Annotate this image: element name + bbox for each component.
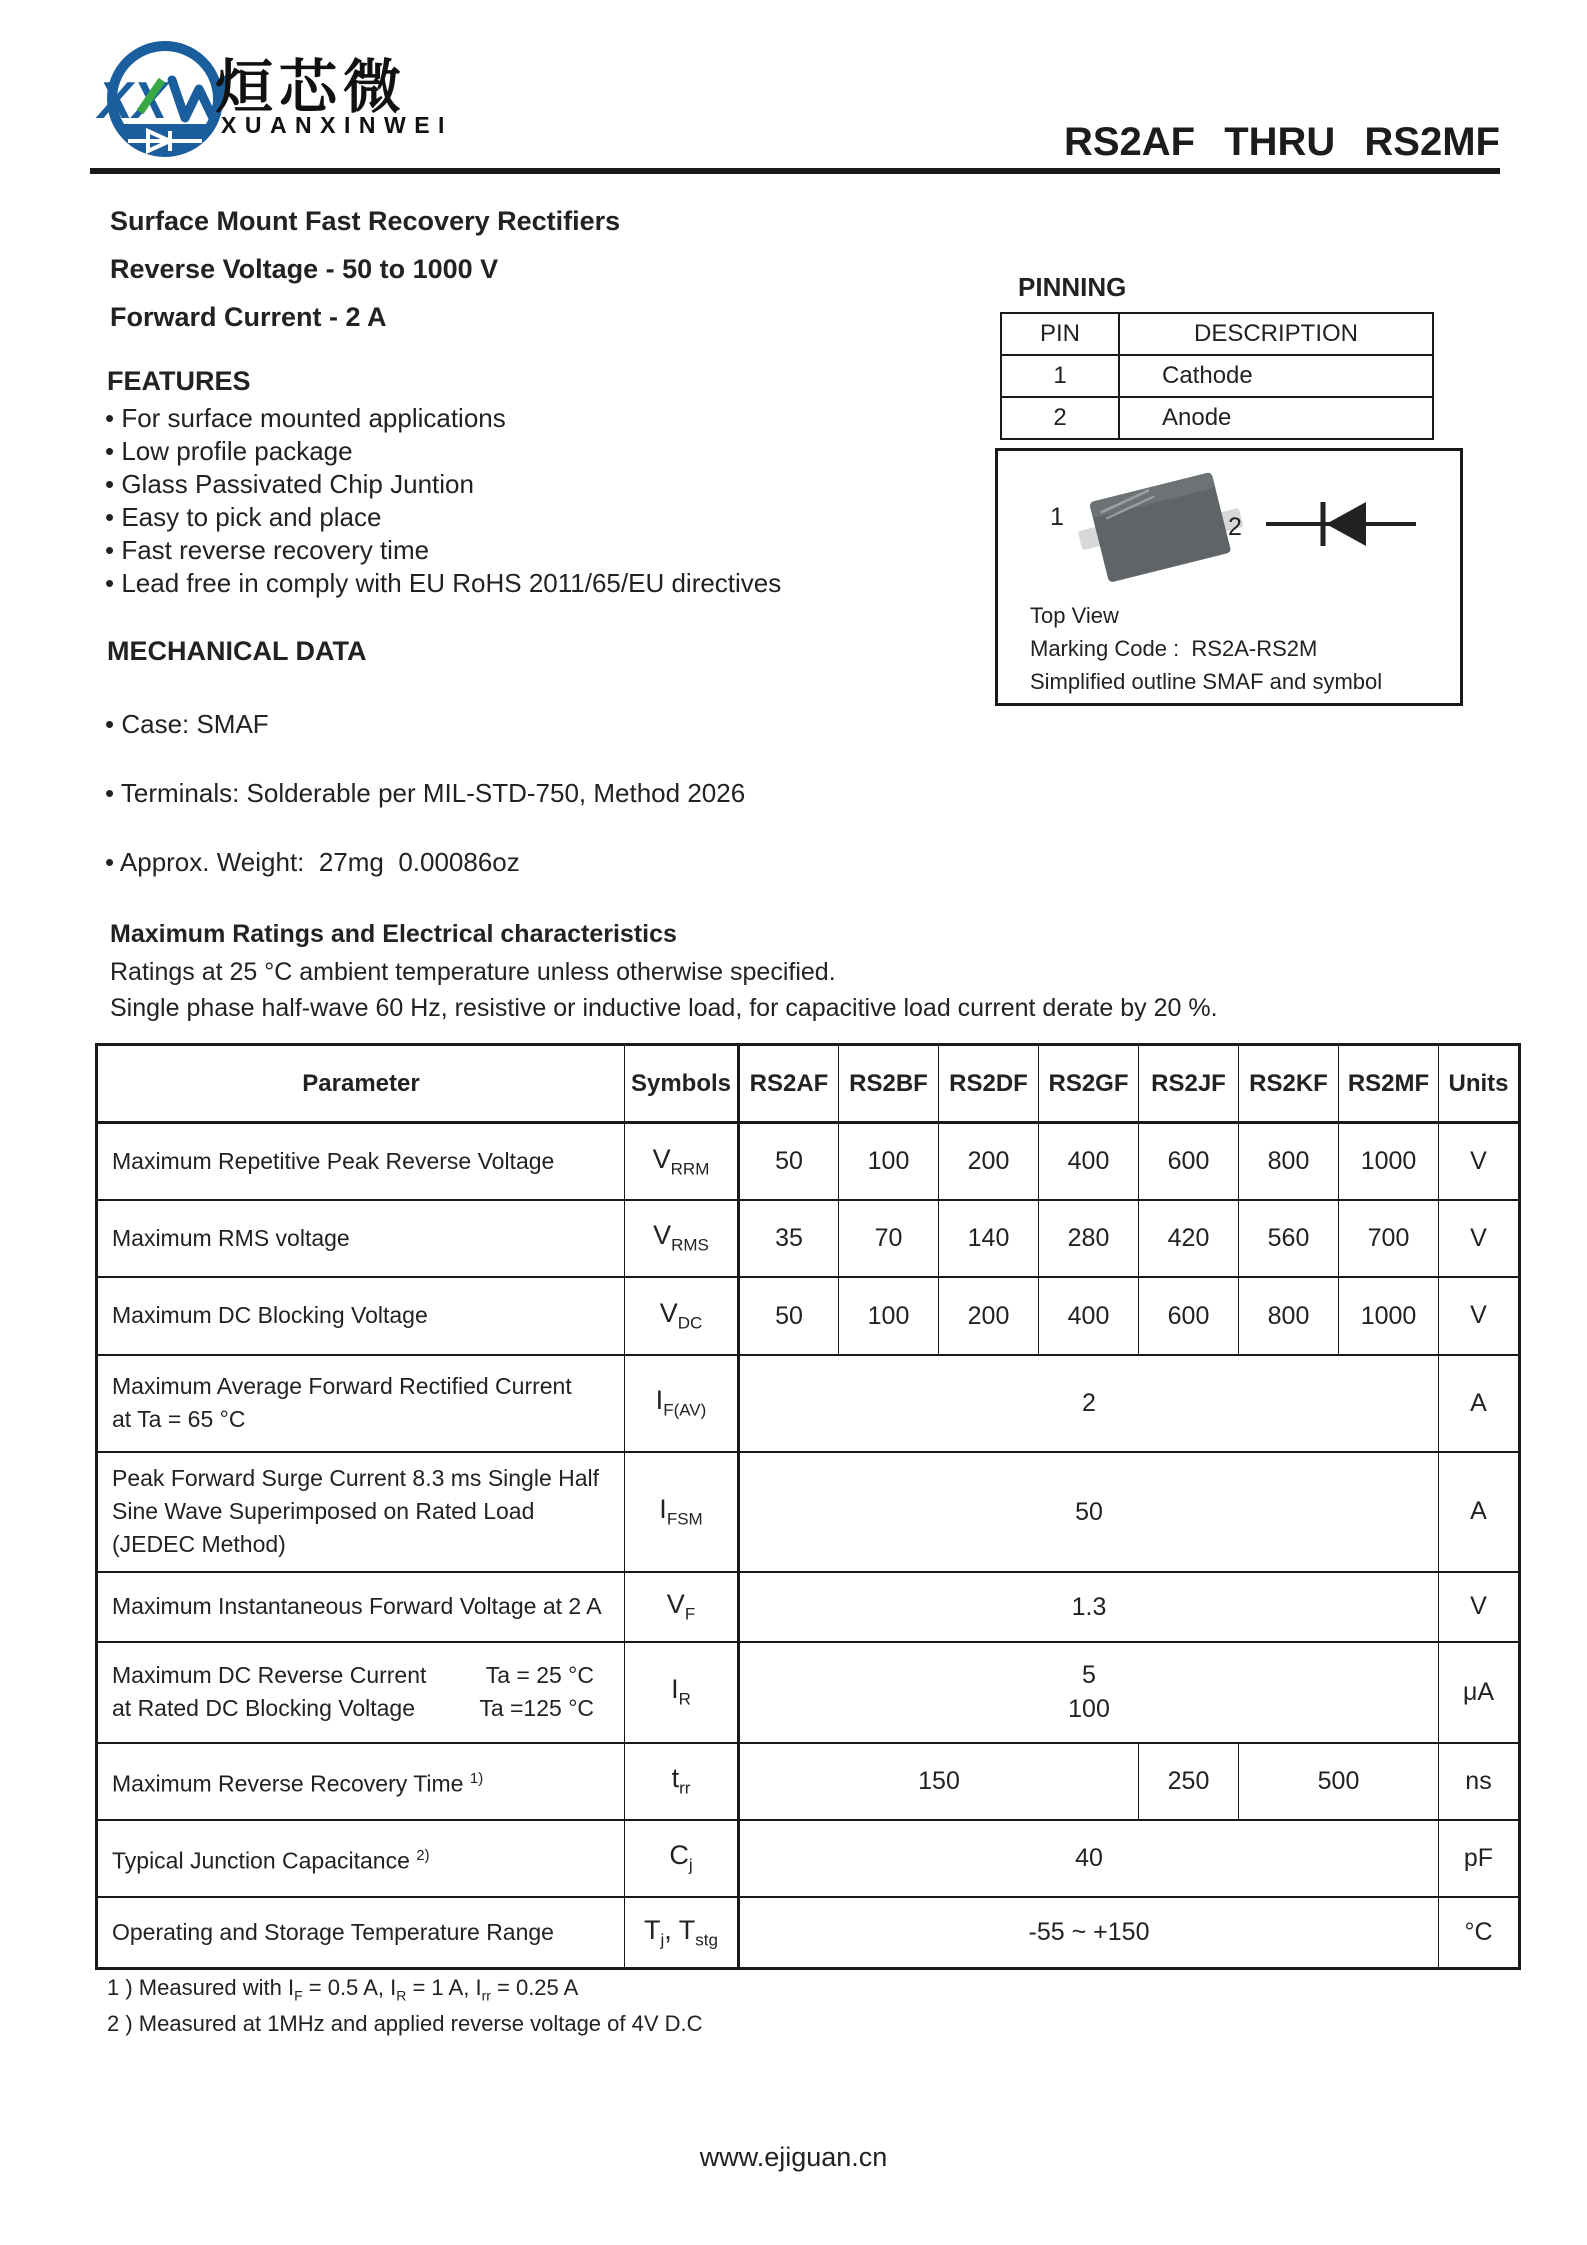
- value-cell: 200: [939, 1123, 1039, 1200]
- column-header: RS2DF: [939, 1045, 1039, 1123]
- unit-cell: pF: [1439, 1820, 1520, 1897]
- unit-cell: V: [1439, 1277, 1520, 1355]
- symbol-cell: $I_{F(AV)}$: [625, 1355, 739, 1452]
- value-cell: 70: [839, 1200, 939, 1277]
- column-header: Symbols: [625, 1045, 739, 1123]
- param-cell: Maximum Average Forward Rectified Current at Ta = 65 °C: [97, 1355, 625, 1452]
- table-row: [97, 1572, 1520, 1642]
- pin-cell: 1: [1001, 355, 1119, 397]
- table-row: [97, 1820, 1520, 1897]
- value-cell: 1000: [1339, 1123, 1439, 1200]
- feature-item: • Lead free in comply with EU RoHS 2011/65/EU directives: [105, 568, 782, 598]
- value-cell: 400: [1039, 1277, 1139, 1355]
- pin-header-cell: DESCRIPTION: [1119, 313, 1433, 355]
- pin2-label: 2: [1228, 513, 1242, 541]
- mechanical-heading: MECHANICAL DATA: [107, 636, 367, 666]
- value-cell: 100: [839, 1123, 939, 1200]
- value-cell: 200: [939, 1277, 1039, 1355]
- desc-cell: Anode: [1119, 397, 1433, 439]
- value-cell: 800: [1239, 1277, 1339, 1355]
- column-header: RS2KF: [1239, 1045, 1339, 1123]
- unit-cell: V: [1439, 1200, 1520, 1277]
- param-cell: Maximum Instantaneous Forward Voltage at 2 A: [97, 1572, 625, 1642]
- mechanical-list: [105, 672, 745, 915]
- value-cell: 280: [1039, 1200, 1139, 1277]
- mechanical-item: • Approx. Weight: 27mg 0.00086oz: [105, 847, 520, 877]
- features-list: [105, 402, 781, 600]
- value-cell: 1000: [1339, 1277, 1439, 1355]
- unit-cell: A: [1439, 1452, 1520, 1572]
- symbol-cell: $t_{rr}$: [625, 1743, 739, 1820]
- value-cell: 150: [739, 1743, 1139, 1820]
- param-cell: Maximum Repetitive Peak Reverse Voltage: [97, 1123, 625, 1200]
- column-header: RS2MF: [1339, 1045, 1439, 1123]
- value-cell: 600: [1139, 1277, 1239, 1355]
- pinning-heading: PINNING: [1018, 272, 1127, 302]
- value-cell: 500: [1239, 1743, 1439, 1820]
- value-cell: 50: [739, 1123, 839, 1200]
- value-cell: 420: [1139, 1200, 1239, 1277]
- column-header: Parameter: [97, 1045, 625, 1123]
- footer-url: www.ejiguan.cn: [699, 2142, 888, 2172]
- feature-item: • Fast reverse recovery time: [105, 535, 430, 565]
- unit-cell: V: [1439, 1572, 1520, 1642]
- ratings-table: [95, 1043, 1521, 1970]
- value-cell: 5 100: [739, 1642, 1439, 1743]
- unit-cell: °C: [1439, 1897, 1520, 1969]
- company-name-en: XUANXINWEI: [221, 112, 453, 138]
- value-cell: 40: [739, 1820, 1439, 1897]
- value-cell: 400: [1039, 1123, 1139, 1200]
- column-header: Units: [1439, 1045, 1520, 1123]
- table-row: [97, 1200, 1520, 1277]
- value-cell: 250: [1139, 1743, 1239, 1820]
- unit-cell: μA: [1439, 1642, 1520, 1743]
- features-heading: FEATURES: [107, 366, 251, 396]
- pin-header-cell: PIN: [1001, 313, 1119, 355]
- package-drawing: [1070, 459, 1250, 594]
- symbol-cell: $I_{FSM}$: [625, 1452, 739, 1572]
- symbol-cell: $V_{DC}$: [625, 1277, 739, 1355]
- table-row: [97, 1355, 1520, 1452]
- desc-cell: Cathode: [1119, 355, 1433, 397]
- svg-text:XX: XX: [98, 72, 168, 130]
- footnote: 2 ) Measured at 1MHz and applied reverse voltage of 4V D.C: [107, 2011, 703, 2036]
- unit-cell: ns: [1439, 1743, 1520, 1820]
- ratings-note: Ratings at 25 °C ambient temperature unless otherwise specified.: [110, 958, 836, 986]
- symbol-cell: $C_j$: [625, 1820, 739, 1897]
- pin-table: [1000, 312, 1434, 440]
- param-cell: Operating and Storage Temperature Range: [97, 1897, 625, 1969]
- product-summary-line: Surface Mount Fast Recovery Rectifiers: [110, 206, 621, 236]
- pin1-label: 1: [1050, 503, 1064, 531]
- symbol-cell: $V_F$: [625, 1572, 739, 1642]
- mechanical-item: • Terminals: Solderable per MIL-STD-750, Method 2026: [105, 778, 746, 808]
- value-cell: 100: [839, 1277, 939, 1355]
- table-row: [97, 1897, 1520, 1969]
- outline-caption: Simplified outline SMAF and symbol: [1030, 669, 1383, 694]
- symbol-cell: $V_{RMS}$: [625, 1200, 739, 1277]
- value-cell: 800: [1239, 1123, 1339, 1200]
- unit-cell: V: [1439, 1123, 1520, 1200]
- value-cell: 600: [1139, 1123, 1239, 1200]
- table-row: [97, 1123, 1520, 1200]
- param-cell: Maximum Reverse Recovery Time $^{1)}$: [97, 1743, 625, 1820]
- value-cell: 35: [739, 1200, 839, 1277]
- column-header: RS2BF: [839, 1045, 939, 1123]
- table-row: [97, 1277, 1520, 1355]
- pin-cell: 2: [1001, 397, 1119, 439]
- param-cell: Maximum DC Blocking Voltage: [97, 1277, 625, 1355]
- param-cell: Typical Junction Capacitance $^{2)}$: [97, 1820, 625, 1897]
- feature-item: • Glass Passivated Chip Juntion: [105, 469, 474, 499]
- footnote: 1 ) Measured with $I_F = 0.5$ A, $I_R = 1$ A, $I_{rr} = 0.25$ A: [107, 1975, 579, 2004]
- param-cell: Maximum RMS voltage: [97, 1200, 625, 1277]
- product-summary-line: Reverse Voltage - 50 to 1000 V: [110, 254, 499, 284]
- ratings-note: Single phase half-wave 60 Hz, resistive or inductive load, for capacitive load current derate by 20 %.: [110, 994, 1218, 1022]
- diode-symbol-icon: [1266, 495, 1416, 553]
- value-cell: 50: [739, 1277, 839, 1355]
- value-cell: 560: [1239, 1200, 1339, 1277]
- top-view-label: Top View: [1030, 603, 1119, 628]
- product-summary-line: Forward Current - 2 A: [110, 302, 387, 332]
- header-rule: [90, 168, 1500, 174]
- feature-item: • Low profile package: [105, 436, 353, 466]
- param-cell: Peak Forward Surge Current 8.3 ms Single Half Sine Wave Superimposed on Rated Load (JEDEC Method): [97, 1452, 625, 1572]
- column-header: RS2GF: [1039, 1045, 1139, 1123]
- package-box: [995, 448, 1463, 706]
- table-row: [97, 1743, 1520, 1820]
- company-name-cn: 烜芯微: [215, 55, 408, 120]
- value-cell: 50: [739, 1452, 1439, 1572]
- symbol-cell: $T_j$, $T_{stg}$: [625, 1897, 739, 1969]
- feature-item: • For surface mounted applications: [105, 403, 506, 433]
- symbol-cell: $I_R$: [625, 1642, 739, 1743]
- marking-code: Marking Code : RS2A-RS2M: [1030, 636, 1318, 661]
- unit-cell: A: [1439, 1355, 1520, 1452]
- mechanical-item: • Case: SMAF: [105, 709, 269, 739]
- table-row: [97, 1642, 1520, 1743]
- value-cell: 2: [739, 1355, 1439, 1452]
- column-header: RS2JF: [1139, 1045, 1239, 1123]
- doc-title: RS2AF THRU RS2MF: [1063, 120, 1500, 164]
- param-cell: Maximum DC Reverse Current Ta = 25 °C at Rated DC Blocking Voltage Ta =125 °C: [97, 1642, 625, 1743]
- ratings-heading: Maximum Ratings and Electrical characteristics: [110, 920, 677, 948]
- column-header: RS2AF: [739, 1045, 839, 1123]
- value-cell: 1.3: [739, 1572, 1439, 1642]
- table-row: [97, 1452, 1520, 1572]
- value-cell: 140: [939, 1200, 1039, 1277]
- feature-item: • Easy to pick and place: [105, 502, 382, 532]
- value-cell: -55 ~ +150: [739, 1897, 1439, 1969]
- symbol-cell: $V_{RRM}$: [625, 1123, 739, 1200]
- value-cell: 700: [1339, 1200, 1439, 1277]
